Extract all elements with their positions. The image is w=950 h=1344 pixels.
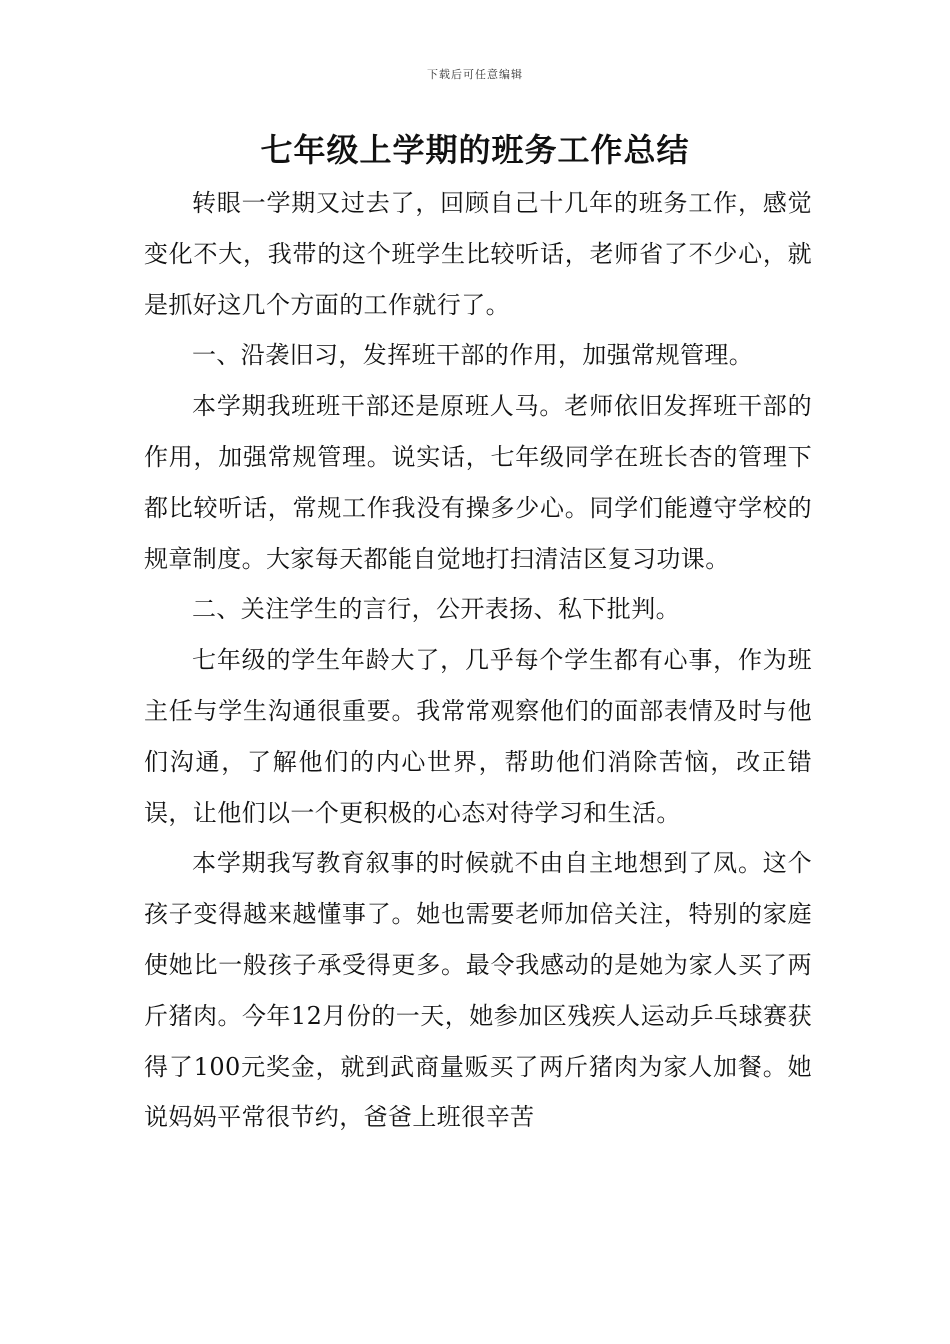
paragraph-intro: 转眼一学期又过去了，回顾自己十几年的班务工作，感觉变化不大，我带的这个班学生比较听话，老师省了不少心，就是抓好这几个方面的工作就行了。 [144, 189, 812, 319]
document-title: 七年级上学期的班务工作总结 [260, 131, 690, 169]
document-body [144, 178, 812, 1143]
paragraph-section-1: 本学期我班班干部还是原班人马。老师依旧发挥班干部的作用，加强常规管理。说实话，七年级同学在班长杏的管理下都比较听话，常规工作我没有操多少心。同学们能遵守学校的规章制度。大家每天都能自觉地打扫清洁区复习功课。 [144, 392, 812, 573]
paragraph-narrative: 本学期我写教育叙事的时候就不由自主地想到了凤。这个孩子变得越来越懂事了。她也需要老师加倍关注，特别的家庭使她比一般孩子承受得更多。最令我感动的是她为家人买了两斤猪肉。今年12月份的一天，她参加区残疾人运动乒乓球赛获得了100元奖金，就到武商量贩买了两斤猪肉为家人加餐。她说妈妈平常很节约，爸爸上班很辛苦 [144, 849, 812, 1132]
section-heading-2: 二、关注学生的言行，公开表扬、私下批判。 [192, 595, 680, 624]
paragraph-section-2: 七年级的学生年龄大了，几乎每个学生都有心事，作为班主任与学生沟通很重要。我常常观察他们的面部表情及时与他们沟通，了解他们的内心世界，帮助他们消除苦恼，改正错误，让他们以一个更积极的心态对待学习和生活。 [144, 646, 812, 827]
header-note: 下载后可任意编辑 [427, 68, 523, 81]
section-heading-1: 一、沿袭旧习，发挥班干部的作用，加强常规管理。 [192, 341, 754, 370]
